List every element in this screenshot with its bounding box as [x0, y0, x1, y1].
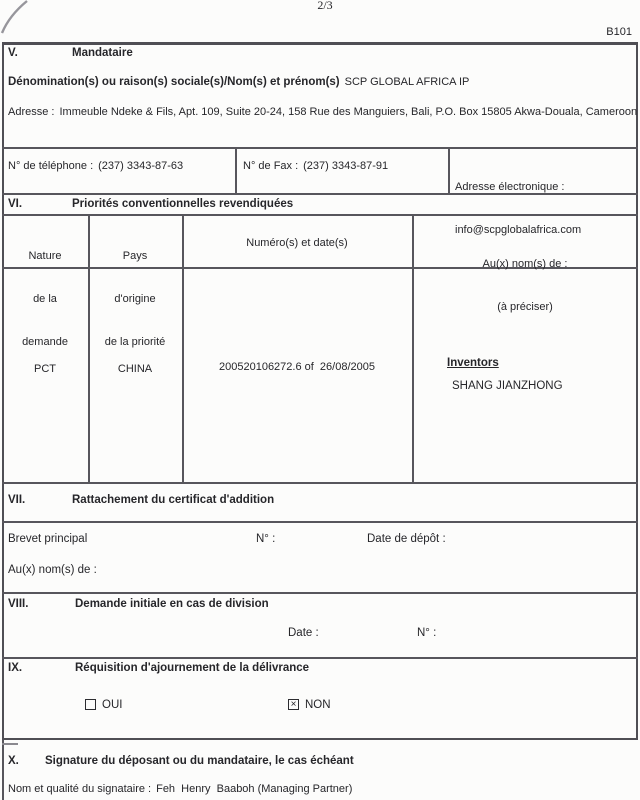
oui-checkbox — [85, 699, 96, 710]
table-header-line: Nature — [28, 250, 62, 262]
section-x-number: X. — [8, 755, 19, 767]
section-ix-title: Réquisition d'ajournement de la délivrance — [75, 662, 310, 674]
email-label: Adresse électronique : — [455, 181, 565, 193]
section-viii-title: Demande initiale en cas de division — [75, 598, 269, 610]
oui-label: OUI — [102, 699, 123, 711]
phone-cell — [8, 159, 183, 173]
fax-label: N° de Fax : — [243, 160, 299, 172]
section-v-title: Mandataire — [72, 47, 133, 59]
address-row — [8, 105, 637, 119]
section-viii-number: VIII. — [8, 598, 29, 610]
table-col2-divider — [182, 214, 184, 482]
signatory-value: Feh Henry Baaboh (Managing Partner) — [156, 783, 353, 795]
table-header-line: (à préciser) — [497, 301, 553, 313]
table-header-nom — [412, 229, 638, 343]
scan-pen-mark — [0, 0, 40, 40]
denomination-label: Dénomination(s) ou raison(s) sociale(s)/Nom(s) et prénom(s) — [8, 76, 340, 88]
vii-numero-label: N° : — [256, 533, 276, 545]
signatory-row — [8, 782, 352, 796]
section-v-number: V. — [8, 47, 18, 59]
divider-above-ix — [2, 657, 638, 659]
divider-below-vii-header — [2, 521, 638, 523]
table-header-numero: Numéro(s) et date(s) — [246, 237, 348, 249]
section-vi-number: VI. — [8, 198, 23, 210]
aux-noms-label: Au(x) nom(s) de : — [8, 564, 97, 576]
table-cell-nom-value: SHANG JIANZHONG — [452, 380, 563, 392]
page-number: 2/3 — [317, 0, 333, 12]
table-header-line: Pays — [122, 250, 148, 262]
section-vii-number: VII. — [8, 494, 26, 506]
viii-numero-label: N° : — [417, 627, 437, 639]
table-header-line: de la — [33, 293, 57, 305]
date-depot-label: Date de dépôt : — [367, 533, 446, 545]
table-header-nature — [2, 221, 88, 378]
table-cell-numero: 200520106272.6 of 26/08/2005 — [219, 361, 375, 373]
phone-value: (237) 3343-87-63 — [98, 160, 184, 172]
left-border-extension — [2, 740, 4, 800]
scan-line-artifact — [2, 743, 18, 745]
section-vii-title: Rattachement du certificat d'addition — [72, 494, 275, 506]
non-label: NON — [305, 699, 331, 711]
section-ix-number: IX. — [8, 662, 23, 674]
fax-cell — [243, 159, 388, 173]
email-value: info@scpglobalafrica.com — [455, 224, 582, 236]
table-header-line: d'origine — [114, 293, 156, 305]
phone-fax-cell-divider — [235, 147, 237, 193]
viii-date-label: Date : — [288, 627, 319, 639]
divider-above-viii — [2, 592, 638, 594]
table-cell-pays: CHINA — [117, 363, 153, 375]
denomination-row — [8, 75, 469, 89]
fax-email-cell-divider — [448, 147, 450, 193]
fax-value: (237) 3343-87-91 — [303, 160, 389, 172]
table-header-line: Au(x) nom(s) de : — [482, 258, 568, 270]
signatory-label: Nom et qualité du signataire : — [8, 783, 152, 795]
address-value: Immeuble Ndeke & Fils, Apt. 109, Suite 20-24, 158 Rue des Manguiers, Bali, P.O. Box 15805 Akwa-Douala, Cameroon — [59, 106, 638, 118]
section-x-title: Signature du déposant ou du mandataire, le cas échéant — [45, 755, 354, 767]
table-cell-nature: PCT — [34, 363, 56, 375]
phone-label: N° de téléphone : — [8, 160, 94, 172]
table-bottom-border — [2, 482, 638, 484]
denomination-value: SCP GLOBAL AFRICA IP — [344, 76, 470, 88]
table-header-line: demande — [22, 336, 68, 348]
table-header-pays — [88, 221, 182, 378]
address-label: Adresse : — [8, 106, 55, 118]
divider-above-phone-row — [2, 147, 638, 149]
table-cell-nom-heading: Inventors — [447, 357, 499, 369]
form-code: B101 — [606, 26, 632, 38]
table-header-line: de la priorité — [104, 336, 166, 348]
brevet-principal-label: Brevet principal — [8, 533, 88, 545]
section-vi-title: Priorités conventionnelles revendiquées — [72, 198, 294, 210]
non-checkbox: × — [288, 699, 299, 710]
